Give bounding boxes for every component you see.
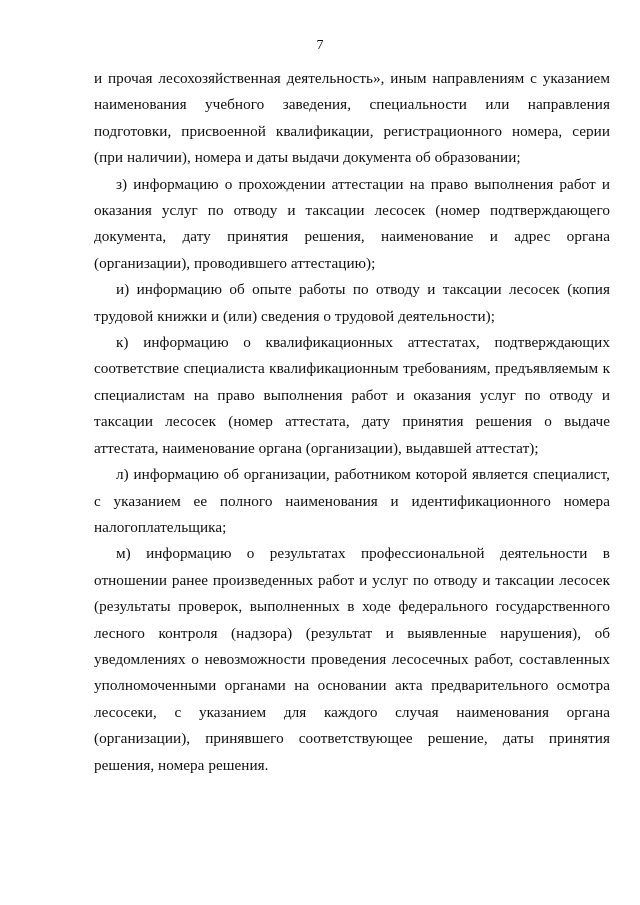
document-body <box>94 66 610 779</box>
paragraph-item-z: з) информацию о прохождении аттестации на право выполнения работ и оказания услуг по отводу и таксации лесосек (номер подтверждающего документа, дату принятия решения, наименование и адрес органа (организации), проводившего аттестацию); <box>94 175 610 272</box>
page-number: 7 <box>316 38 324 53</box>
paragraph-item-k: к) информацию о квалификационных аттестатах, подтверждающих соответствие специалиста квалификационным требованиям, предъявляемым к специалистам на право выполнения работ и оказания услуг по отводу и таксации лесосек (номер аттестата, дату принятия решения о выдаче аттестата, наименование органа (организации), выдавшей аттестат); <box>94 334 610 457</box>
paragraph-item-i: и) информацию об опыте работы по отводу и таксации лесосек (копия трудовой книжки и (или) сведения о трудовой деятельности); <box>94 281 610 325</box>
paragraph-item-m: м) информацию о результатах профессиональной деятельности в отношении ранее произведенных работ и услуг по отводу и таксации лесосек (результаты проверок, выполненных в ходе федерального государственного лесного контроля (надзора) (результат и выявленные нарушения), об уведомлениях о невозможности проведения лесосечных работ, составленных уполномоченными органами на основании акта предварительного осмотра лесосеки, с указанием для каждого случая наименования органа (организации), принявшего соответствующее решение, даты принятия решения, номера решения. <box>94 545 610 774</box>
paragraph-item-l: л) информацию об организации, работником которой является специалист, с указанием ее полного наименования и идентификационного номера налогоплательщика; <box>94 466 610 536</box>
paragraph-continuation: и прочая лесохозяйственная деятельность», иным направлениям с указанием наименования учебного заведения, специальности или направления подготовки, присвоенной квалификации, регистрационного номера, серии (при наличии), номера и даты выдачи документа об образовании; <box>94 70 610 167</box>
